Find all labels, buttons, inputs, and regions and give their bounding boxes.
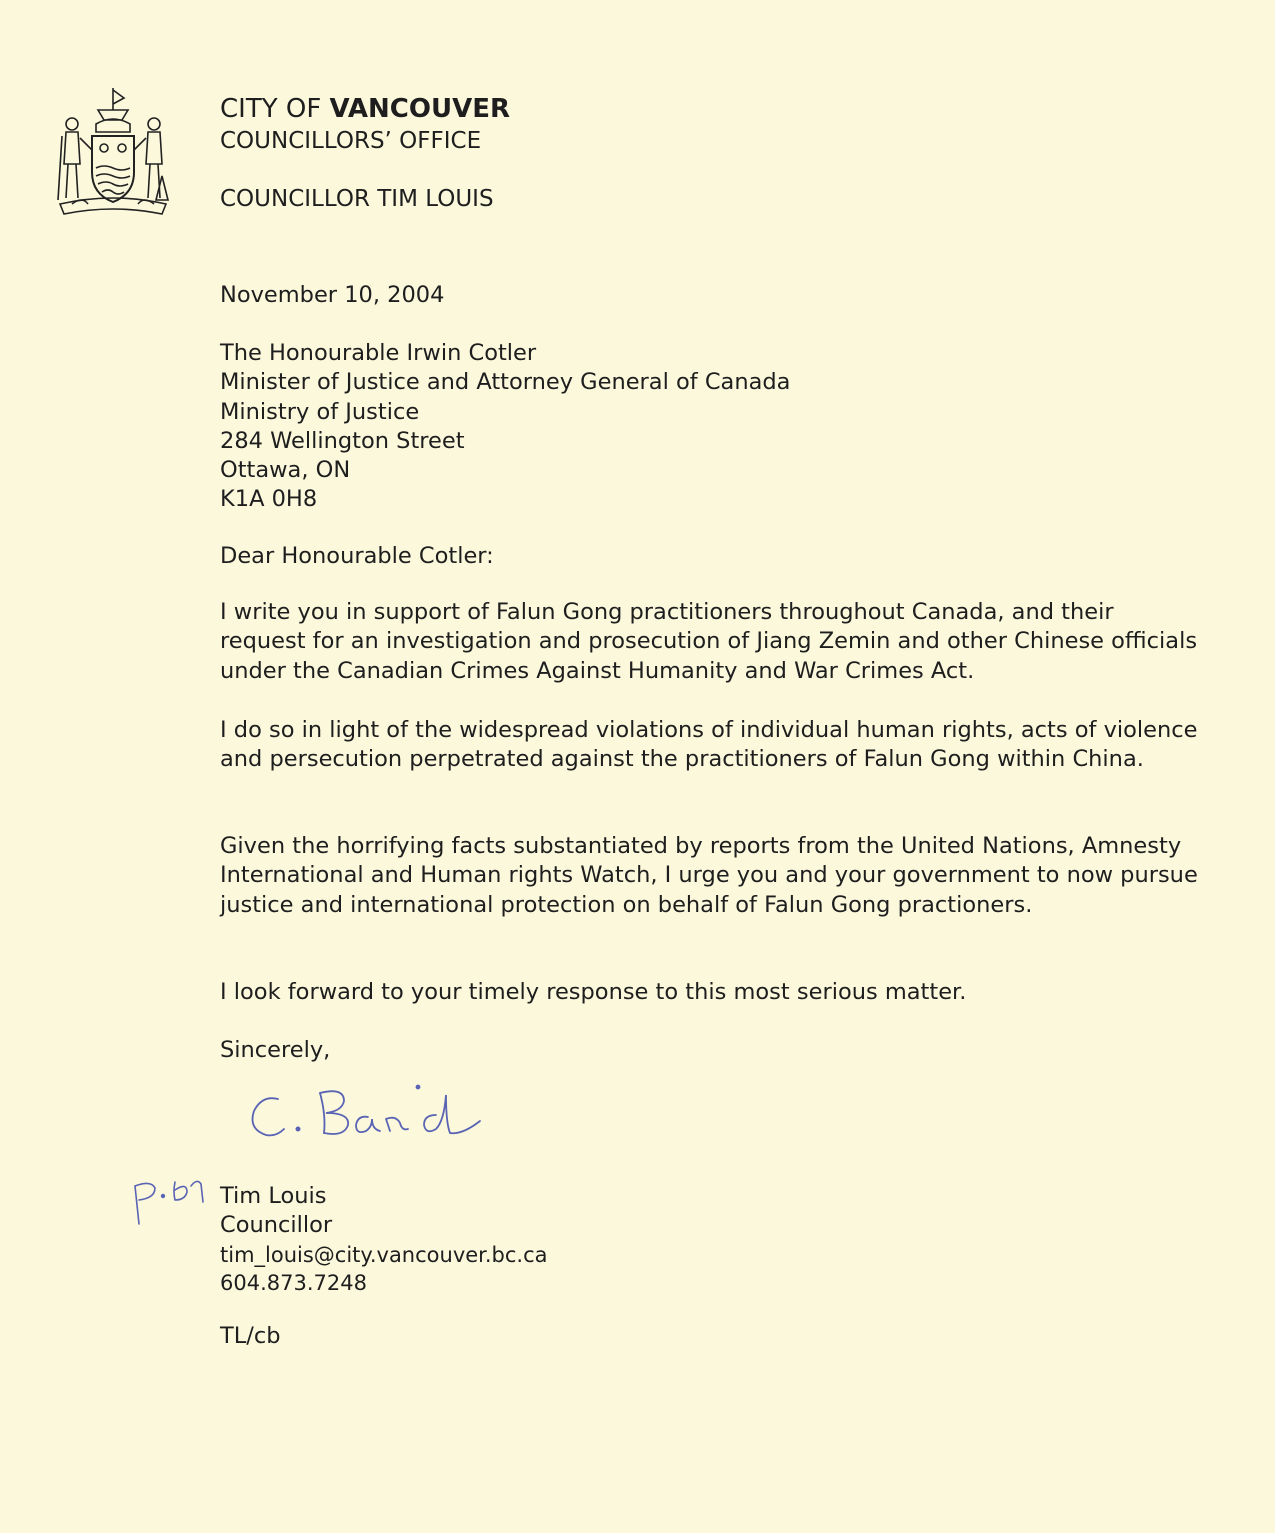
- address-line: K1A 0H8: [220, 486, 318, 513]
- city-name: VANCOUVER: [329, 94, 510, 124]
- address-line: 284 Wellington Street: [220, 427, 465, 454]
- address-line: Ministry of Justice: [220, 398, 420, 425]
- city-name-line: [220, 92, 510, 126]
- city-prefix: CITY OF: [220, 94, 330, 124]
- letterhead: [220, 92, 510, 215]
- paragraph: I look forward to your timely response to this most serious matter.: [220, 979, 967, 1005]
- address-line: Ottawa, ON: [220, 457, 351, 484]
- paragraph: I write you in support of Falun Gong practitioners throughout Canada, and their request for an investigation and prosecution of Jiang Zemin and other Chinese officials under the Canadian Crimes Against Humanity and War Crimes Act.: [220, 599, 1198, 684]
- reference-initials: TL/cb: [220, 1323, 281, 1349]
- signatory-email: tim_louis@city.vancouver.bc.ca: [220, 1242, 548, 1267]
- signatory-phone: 604.873.7248: [220, 1270, 367, 1295]
- handwritten-pp-mark: [125, 1172, 215, 1232]
- signatory-block: [220, 1182, 1200, 1297]
- signatory-title: Councillor: [220, 1212, 333, 1239]
- city-crest-icon: [52, 80, 174, 222]
- office-name: COUNCILLORS’ OFFICE: [220, 128, 482, 154]
- address-line: Minister of Justice and Attorney General of Canada: [220, 369, 791, 396]
- address-line: The Honourable Irwin Cotler: [220, 340, 537, 366]
- paragraph: Given the horrifying facts substantiated by reports from the United Nations, Amnesty International and Human rights Watch, I urge you and your government to now pursue justice and international protection on behalf of Falun Gong practioners.: [220, 833, 1198, 918]
- paragraph: I do so in light of the widespread violations of individual human rights, acts of violence and persecution perpetrated against the practitioners of Falun Gong within China.: [220, 717, 1198, 773]
- closing: Sincerely,: [220, 1037, 331, 1063]
- salutation: Dear Honourable Cotler:: [220, 543, 494, 569]
- handwritten-signature: [240, 1075, 500, 1145]
- councillor-name: COUNCILLOR TIM LOUIS: [220, 186, 494, 212]
- signatory-name: Tim Louis: [220, 1183, 327, 1209]
- letter-date: November 10, 2004: [220, 282, 445, 308]
- recipient-address: [220, 339, 1200, 515]
